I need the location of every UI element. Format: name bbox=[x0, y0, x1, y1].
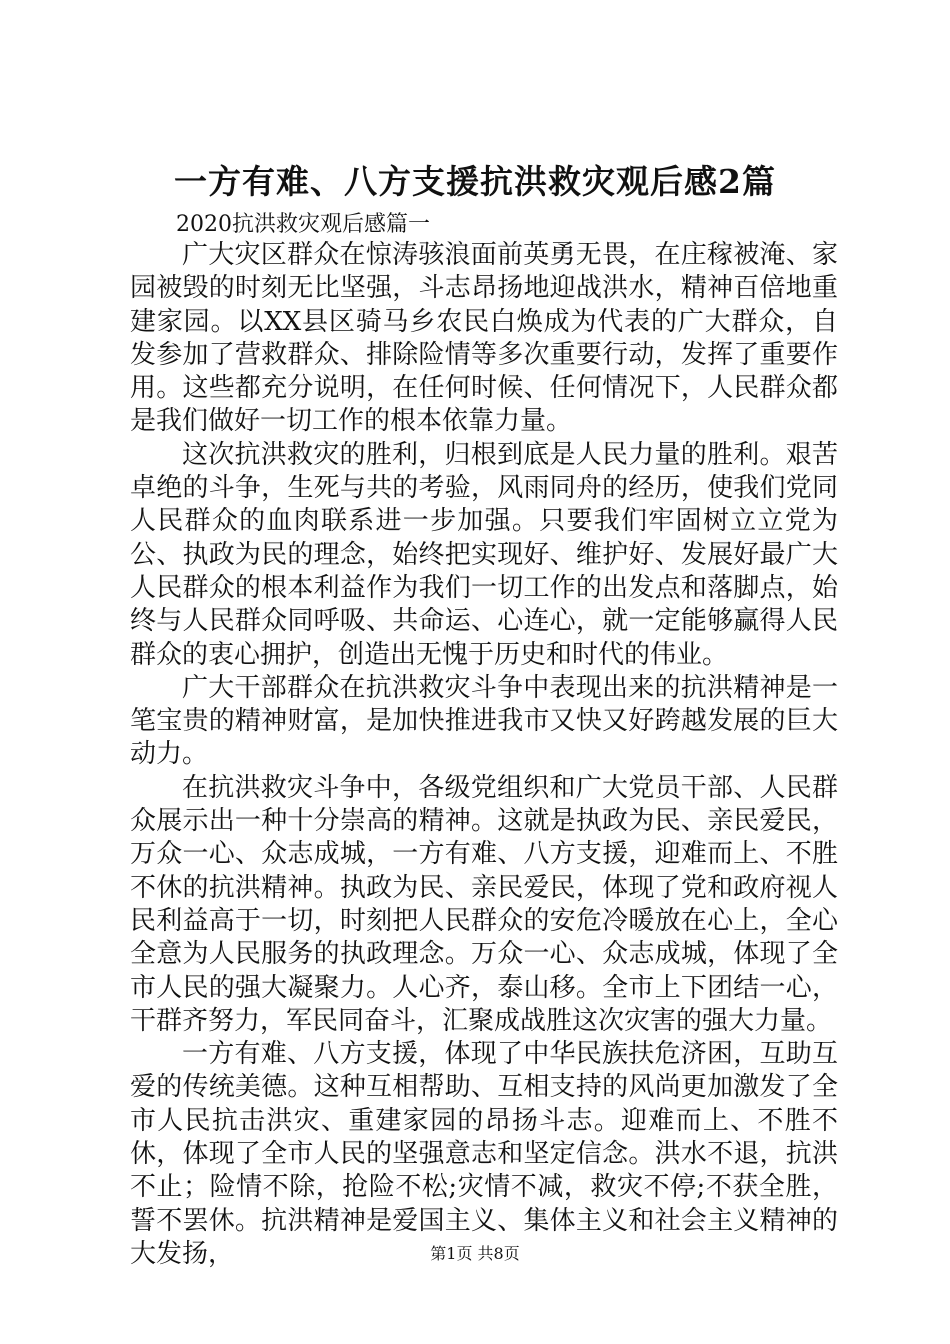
paragraph-3: 广大干部群众在抗洪救灾斗争中表现出来的抗洪精神是一笔宝贵的精神财富，是加快推进我市又快又好跨越发展的巨大动力。 bbox=[130, 672, 838, 770]
paragraph-1: 广大灾区群众在惊涛骇浪面前英勇无畏，在庄稼被淹、家园被毁的时刻无比坚强，斗志昂扬地迎战洪水，精神百倍地重建家园。以XX县区骑马乡农民白焕成为代表的广大群众，自发参加了营救群众、排除险情等多次重要行动，发挥了重要作用。这些都充分说明，在任何时候、任何情况下，人民群众都是我们做好一切工作的根本依靠力量。 bbox=[130, 240, 838, 437]
document-body bbox=[130, 239, 838, 1271]
document-title: 一方有难、八方支援抗洪救灾观后感2篇 bbox=[174, 162, 776, 201]
section-heading: 2020抗洪救灾观后感篇一 bbox=[176, 212, 430, 237]
paragraph-4: 在抗洪救灾斗争中，各级党组织和广大党员干部、人民群众展示出一种十分崇高的精神。这就是执政为民、亲民爱民，万众一心、众志成城，一方有难、八方支援，迎难而上、不胜不休的抗洪精神。执政为民、亲民爱民，体现了党和政府视人民利益高于一切，时刻把人民群众的安危冷暖放在心上，全心全意为人民服务的执政理念。万众一心、众志成城，体现了全市人民的强大凝聚力。人心齐，泰山移。全市上下团结一心，干群齐努力，军民同奋斗，汇聚成战胜这次灾害的强大力量。 bbox=[130, 772, 838, 1036]
paragraph-5: 一方有难、八方支援，体现了中华民族扶危济困，互助互爱的传统美德。这种互相帮助、互相支持的风尚更加激发了全市人民抗击洪灾、重建家园的昂扬斗志。迎难而上、不胜不休，体现了全市人民的坚强意志和坚定信念。洪水不退，抗洪不止；险情不除，抢险不松;灾情不减，救灾不停;不获全胜，誓不罢休。抗洪精神是爱国主义、集体主义和社会主义精神的大发扬， bbox=[130, 1039, 838, 1269]
paragraph-2: 这次抗洪救灾的胜利，归根到底是人民力量的胜利。艰苦卓绝的斗争，生死与共的考验，风雨同舟的经历，使我们党同人民群众的血肉联系进一步加强。只要我们牢固树立立党为公、执政为民的理念，始终把实现好、维护好、发展好最广大人民群众的根本利益作为我们一切工作的出发点和落脚点，始终与人民群众同呼吸、共命运、心连心，就一定能够赢得人民群众的衷心拥护，创造出无愧于历史和时代的伟业。 bbox=[130, 439, 838, 670]
page-number-footer: 第1页 共8页 bbox=[430, 1244, 520, 1263]
